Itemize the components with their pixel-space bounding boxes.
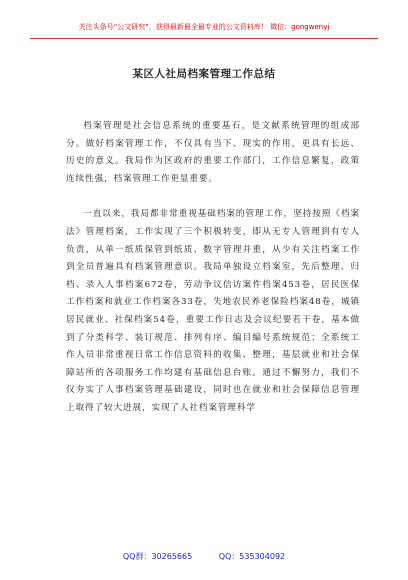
footer-qq-group: QQ群：30265665 (122, 552, 193, 561)
paragraph: 一直以来，我局都非常重视基础档案的管理工作，坚持按照《档案法》管理档案，工作实现了三个积极转变，即从无专人管理到有专人负责，从单一纸质保管到纸质、数字管理并重，从少有关注档案工作到全员普遍具有档案管理意识。我局单独设立档案室，先后整理、归档、录入人事档案672卷，劳动争议信访案件档案453卷，居民医保工作档案和就业工作档案各33卷，失地农民养老保险档案48卷，城镇居民就业、社保档案54卷，重要工作日志及会议纪要若干卷，基本做到了分类科学、装订规范、排列有序、编目编号系统规范；全系统工作人员非常重视日常工作信息资料的收集、整理，基层就业和社会保障站所的各项服务工作均建有基础信息台账。通过不懈努力，我们不仅夯实了人事档案管理基础建设，同时也在就业和社会保障信息管理上取得了较大进展，实现了人社档案管理科学 (66, 209, 360, 413)
document-body (66, 118, 360, 436)
document-title: 某区人社局档案管理工作总结 (132, 68, 276, 80)
page-footer (0, 551, 408, 562)
paragraph: 档案管理是社会信息系统的重要基石，是文献系统管理的组成部分。做好档案管理工作，不仅具有当下、现实的作用，更具有长远、历史的意义。我局作为区政府的重要工作部门，工作信息繁复，政策连续性强，档案管理工作更显重要。 (66, 121, 360, 184)
header-promo-text: 关注头条号“公文研究”，获得最新最全最专业的公文资料库！ 微信：gongwenyj (78, 23, 330, 31)
footer-qq: QQ：535304092 (218, 552, 286, 561)
page-header (30, 20, 378, 39)
